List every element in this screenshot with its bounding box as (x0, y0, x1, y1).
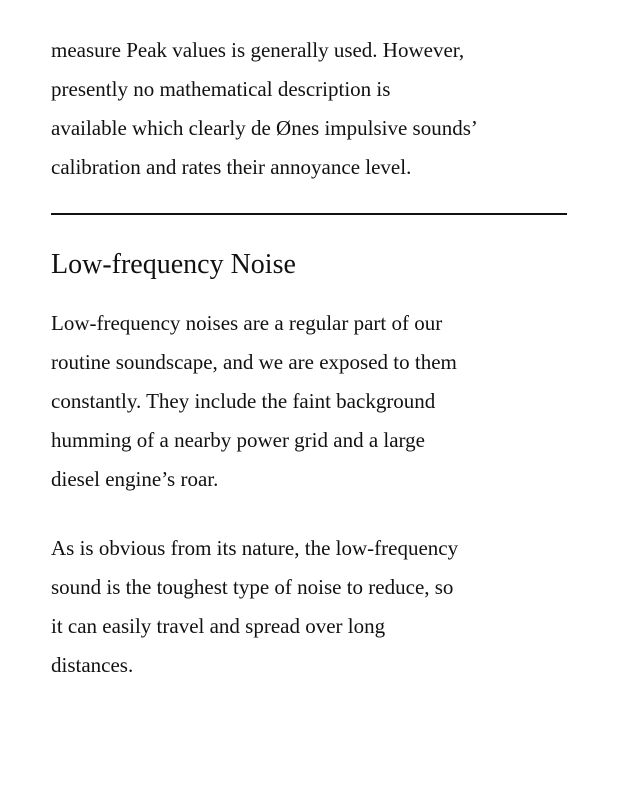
text-line: humming of a nearby power grid and a large (51, 428, 425, 452)
text-line: presently no mathematical description is (51, 77, 391, 101)
intro-paragraph (51, 31, 478, 187)
text-line: sound is the toughest type of noise to reduce, so (51, 575, 454, 599)
body-paragraph (51, 304, 457, 499)
text-line: Low-frequency noises are a regular part of our (51, 311, 443, 335)
text-line: available which clearly de Ønes impulsive sounds’ (51, 116, 478, 140)
text-line: constantly. They include the faint background (51, 389, 436, 413)
text-line: distances. (51, 653, 134, 677)
text-line: routine soundscape, and we are exposed to them (51, 350, 457, 374)
text-line: calibration and rates their annoyance level. (51, 155, 412, 179)
body-paragraph (51, 529, 458, 685)
text-line: it can easily travel and spread over long (51, 614, 386, 638)
text-line: As is obvious from its nature, the low-frequency (51, 536, 459, 560)
text-line: diesel engine’s roar. (51, 467, 219, 491)
text-line: measure Peak values is generally used. However, (51, 38, 465, 62)
section-heading: Low-frequency Noise (51, 249, 296, 280)
section-divider (51, 213, 567, 215)
